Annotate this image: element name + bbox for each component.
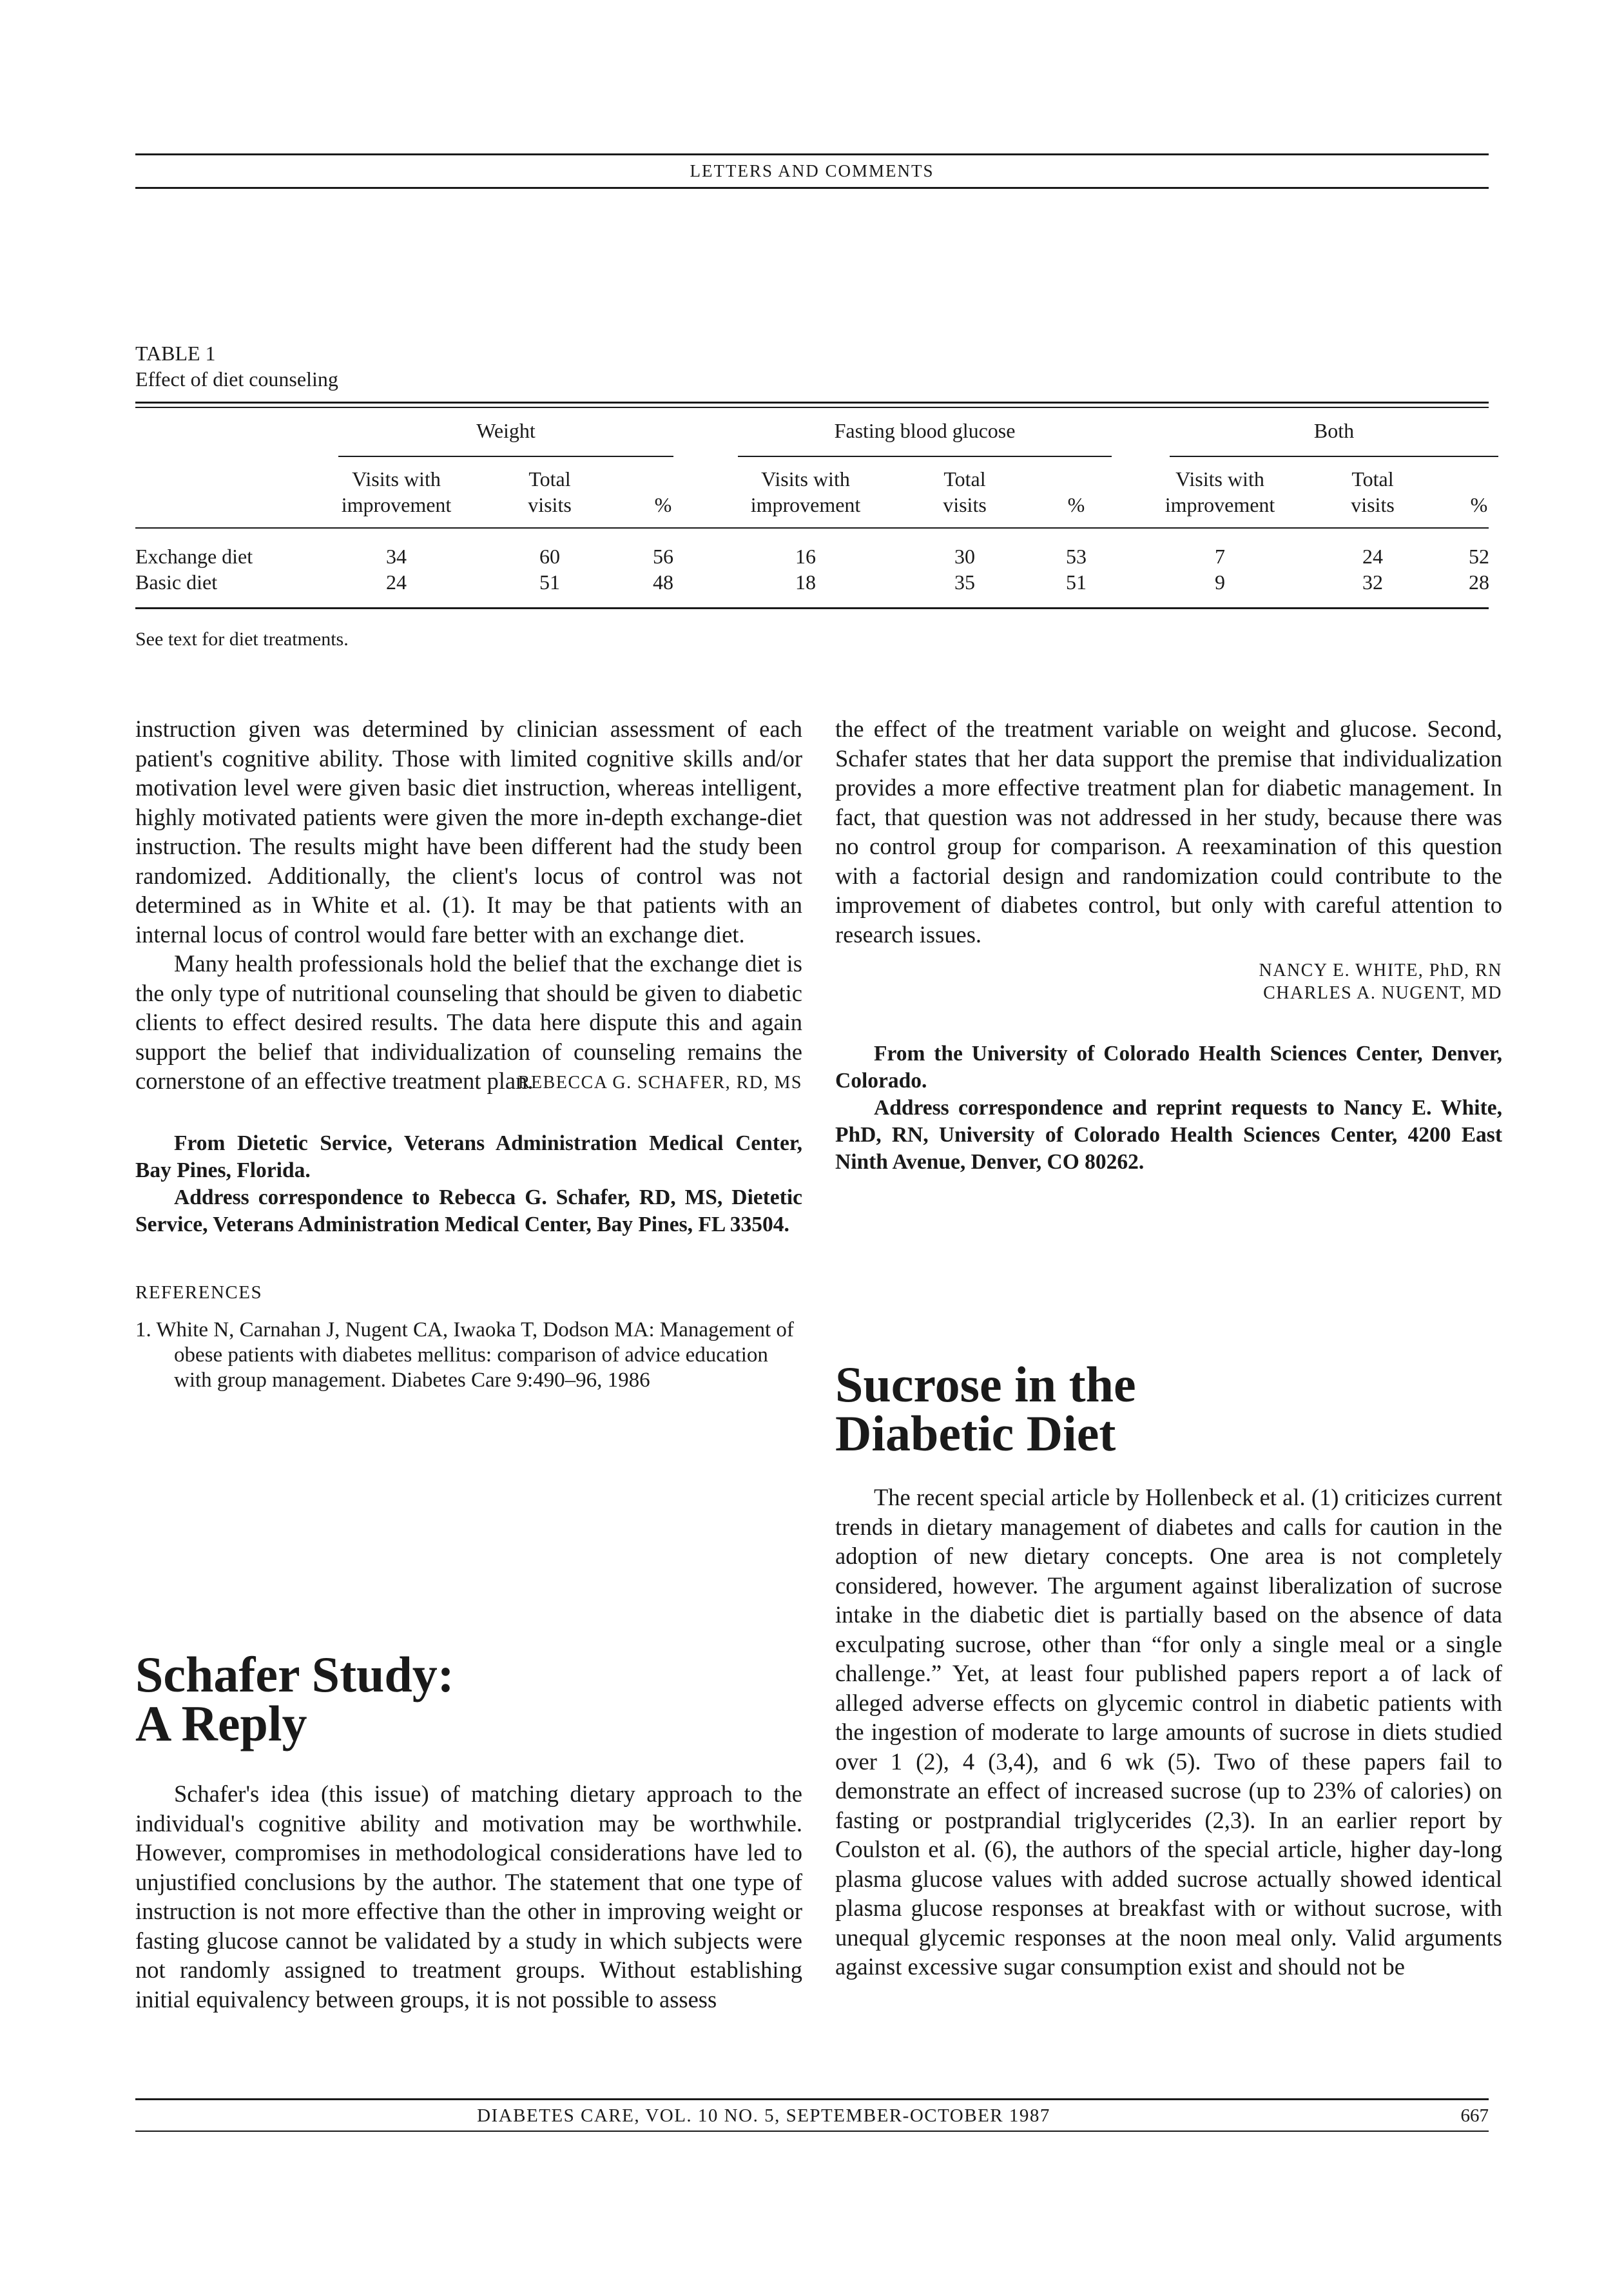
table-cell: 32	[1362, 570, 1383, 594]
col-header: Total	[528, 467, 571, 491]
body-paragraph: Many health professionals hold the belief that the exchange diet is the only type of nutritional counseling that should be given to diabetic clients to effect desired results. The data here dispute this and again support the belief that individualization of counseling remains the cornerstone of an effective treatment plan.	[135, 950, 802, 1094]
col-header: visits	[528, 493, 572, 516]
col-header: Total	[943, 467, 986, 491]
body-paragraph: The recent special article by Hollenbeck et al. (1) criticizes current trends in dietary management of diabetes and calls for caution in the adoption of new dietary concepts. One area is not completely considered, however. The argument against liberalization of sucrose intake in the diabetic diet is partially based on the absence of data exculpating sucrose, other than “for only a single meal or a single challenge.” Yet, at least four published papers report a of lack of alleged adverse effects on glycemic control in diabetic patients with the ingestion of moderate to large amounts of sucrose in diets studied over 1 (2), 4 (3,4), and 6 wk (5). Two of these papers fail to demonstrate an effect of increased sucrose (up to 23% of calories) on fasting or postprandial triglycerides (2,3). In an earlier report by Coulston et al. (6), the authors of the special article, higher day-long plasma glucose values with added sucrose actually showed identical plasma glucose responses at breakfast with or without sucrose, with unequal glycemic responses at the noon meal only. Valid arguments against excessive sugar consumption exist and should not be	[835, 1484, 1502, 1980]
correspondence-address: Address correspondence to Rebecca G. Schafer, RD, MS, Dietetic Service, Veterans Administration Medical Center, Bay Pines, FL 33504.	[135, 1185, 802, 1236]
table-rule-top	[135, 402, 1489, 404]
col-header: Visits with	[1175, 467, 1264, 491]
author-signature: REBECCA G. SCHAFER, RD, MS	[517, 1072, 802, 1093]
group-weight: Weight	[476, 419, 536, 442]
body-paragraph: the effect of the treatment variable on weight and glucose. Second, Schafer states that her data support the premise that individualization provides a more effective treatment plan for diabetic management. In fact, that question was not addressed in her study, because there was no control group for comparison. A reexamination of this question with a factorial design and randomization could contribute to the improvement of diabetes control, but only with careful attention to research issues.	[835, 716, 1502, 948]
right-column-sucrose	[835, 1483, 1502, 1982]
right-column	[835, 714, 1502, 1176]
table-cell: 18	[795, 570, 816, 594]
col-header: Visits with	[761, 467, 850, 491]
col-header: visits	[1351, 493, 1395, 516]
table-footnote: See text for diet treatments.	[135, 629, 349, 650]
col-header: improvement	[750, 493, 861, 516]
body-paragraph: Schafer's idea (this issue) of matching dietary approach to the individual's cognitive ability and motivation may be worthwhile. However, compromises in methodological considerations have led to unjustified conclusions by the author. The statement that one type of instruction is not more effective than the other in improving weight or fasting glucose cannot be validated by a study in which subjects were not randomly assigned to treatment groups. Without establishing initial equivalency between groups, it is not possible to assess	[135, 1780, 802, 2013]
table-cell: 24	[386, 570, 407, 594]
left-column-reply	[135, 1779, 802, 2014]
page-number: 667	[1460, 2105, 1489, 2126]
affiliation: From Dietetic Service, Veterans Administration Medical Center, Bay Pines, Florida.	[135, 1131, 802, 1182]
reference-item: 1. White N, Carnahan J, Nugent CA, Iwaoka T, Dodson MA: Management of obese patients with diabetes mellitus: comparison of advice education with group management. Diabetes Care 9:490–96, 1986	[135, 1318, 794, 1392]
col-header: Visits with	[352, 467, 441, 491]
table-cell: 53	[1066, 545, 1087, 568]
table-rule-header	[135, 527, 1489, 529]
col-header: %	[654, 493, 672, 516]
col-header: improvement	[1165, 493, 1275, 516]
table-cell: 7	[1215, 545, 1225, 568]
table-cell: 30	[954, 545, 975, 568]
table-cell: 51	[1066, 570, 1087, 594]
table-cell: 60	[539, 545, 560, 568]
group-rule-fbg	[738, 456, 1112, 457]
group-both: Both	[1313, 419, 1355, 442]
affiliation: From the University of Colorado Health Sciences Center, Denver, Colorado.	[835, 1042, 1502, 1093]
table-cell: 28	[1469, 570, 1489, 594]
table-cell: 35	[954, 570, 975, 594]
row-label-basic-diet: Basic diet	[135, 570, 218, 594]
table-cell: 52	[1469, 545, 1489, 568]
footer-rule-top	[135, 2098, 1489, 2100]
row-label-exchange-diet: Exchange diet	[135, 545, 253, 568]
group-fasting-blood-glucose: Fasting blood glucose	[834, 419, 1016, 442]
journal-footer: DIABETES CARE, VOL. 10 NO. 5, SEPTEMBER-OCTOBER 1987	[477, 2105, 1050, 2126]
col-header: Total	[1351, 467, 1394, 491]
table-cell: 34	[386, 545, 407, 568]
table-cell: 24	[1362, 545, 1383, 568]
author-signature: CHARLES A. NUGENT, MD	[1263, 983, 1502, 1003]
col-header: %	[1067, 493, 1085, 516]
col-header: visits	[943, 493, 987, 516]
heading-line: A Reply	[135, 1695, 307, 1751]
heading-line: Schafer Study:	[135, 1646, 454, 1702]
group-rule-weight	[338, 456, 673, 457]
col-header: improvement	[341, 493, 452, 516]
table-label: TABLE 1	[135, 342, 216, 365]
heading-line: Sucrose in the	[835, 1356, 1136, 1412]
col-header: %	[1470, 493, 1488, 516]
table-cell: 51	[539, 570, 560, 594]
table-cell: 56	[653, 545, 673, 568]
table-cell: 9	[1215, 570, 1225, 594]
body-paragraph: instruction given was determined by clinician assessment of each patient's cognitive ability. Those with limited cognitive skills and/or motivation level were given basic diet instruction, whereas intelligent, highly motivated patients were given the more in-depth exchange-diet instruction. The results might have been different had the study been randomized. Additionally, the client's locus of control was not determined as in White et al. (1). It may be that patients with an internal locus of control would fare better with an exchange diet.	[135, 716, 802, 948]
table-rule-top-2	[135, 407, 1489, 408]
footer-rule-bottom	[135, 2131, 1489, 2132]
running-header: LETTERS AND COMMENTS	[690, 161, 934, 180]
article-heading-schafer-reply	[135, 1646, 454, 1751]
group-rule-both	[1170, 456, 1498, 457]
table-caption: Effect of diet counseling	[135, 367, 338, 391]
left-column	[135, 714, 802, 1393]
table-cell: 48	[653, 570, 673, 594]
heading-line: Diabetic Diet	[835, 1405, 1116, 1461]
header-rule-top	[135, 153, 1489, 155]
header-rule-bottom	[135, 187, 1489, 189]
table-rule-bottom	[135, 607, 1489, 609]
author-signature: NANCY E. WHITE, PhD, RN	[1259, 961, 1502, 980]
references-heading: REFERENCES	[135, 1282, 263, 1303]
table-cell: 16	[795, 545, 816, 568]
article-heading-sucrose	[835, 1356, 1136, 1461]
correspondence-address: Address correspondence and reprint requests to Nancy E. White, PhD, RN, University of Colorado Health Sciences Center, 4200 East Ninth Avenue, Denver, CO 80262.	[835, 1096, 1502, 1174]
